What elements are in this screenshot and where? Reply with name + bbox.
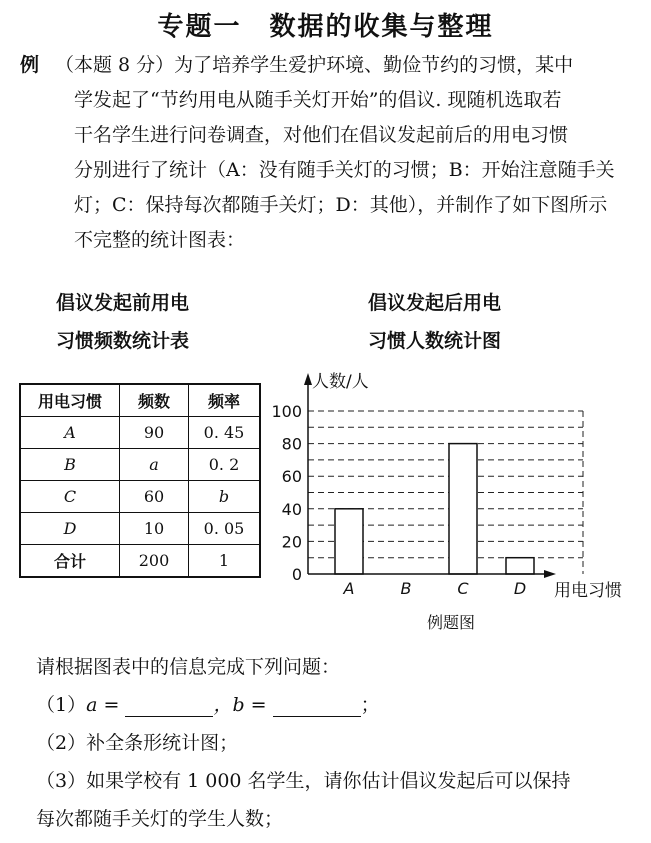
y-tick-label: 0 [291,565,302,584]
title-part1: 专题一 [157,12,242,42]
title-part2: 数据的收集与整理 [269,12,494,42]
x-axis-arrow [544,570,556,578]
table-row [20,417,260,449]
q1-end: ； [360,694,380,716]
cell-category: B [20,449,120,481]
q1-b-blank[interactable] [273,696,361,717]
x-tick-label: D [513,579,527,598]
header-habit: 用电习惯 [20,384,120,417]
header-rate: 频率 [189,384,261,417]
bar-d [506,558,534,574]
chart-title: 例题图 [426,613,476,632]
chart-caption-line1: 倡议发起后用电 [368,292,502,314]
cell-category: A [20,417,120,449]
q1-number: （1） [36,694,87,716]
problem-line-5: 灯；C：保持每次都随手关灯；D：其他），并制作了如下图所示 [74,194,608,216]
table-total-row [20,545,260,578]
x-tick-label: A [343,579,355,598]
y-axis-arrow [304,373,312,385]
table-caption-line1: 倡议发起前用电 [56,292,190,314]
y-axis-label: 人数/人 [312,372,369,392]
table-header-row [20,384,260,417]
frequency-table [19,383,261,578]
y-tick-label: 20 [281,532,302,552]
problem-statement [20,48,630,258]
questions [36,648,636,838]
problem-line-6: 不完整的统计图表： [74,229,246,251]
table-caption [56,284,189,360]
cell-count: 10 [120,513,189,545]
bar-chart [268,365,638,640]
problem-line-2: 学发起了“节约用电从随手关灯开始”的倡议. 现随机选取若 [74,89,562,111]
problem-line-3: 干名学生进行问卷调查，对他们在倡议发起前后的用电习惯 [74,124,569,146]
x-tick-label: C [457,579,469,598]
total-rate: 1 [189,545,261,578]
total-count: 200 [120,545,189,578]
chart-caption [368,284,501,360]
table-row [20,481,260,513]
question-3-line1: （3）如果学校有 1 000 名学生，请你估计倡议发起后可以保持 [36,770,571,792]
q1-a-blank[interactable] [125,696,213,717]
questions-intro: 请根据图表中的信息完成下列问题： [36,656,341,678]
cell-rate: 0. 05 [189,513,261,545]
total-label: 合计 [20,545,120,578]
cell-rate: 0. 45 [189,417,261,449]
x-axis-label: 用电习惯 [554,581,622,601]
q1-b-label: ，b = [213,694,267,716]
question-2: （2）补全条形统计图； [36,732,239,754]
y-tick-label: 60 [281,467,302,487]
question-1 [36,686,636,724]
cell-count: a [120,449,189,481]
page-title [0,6,651,43]
x-tick-label: B [400,579,412,598]
chart-caption-line2: 习惯人数统计图 [368,330,502,352]
cell-category: C [20,481,120,513]
header-frequency: 频数 [120,384,189,417]
cell-category: D [20,513,120,545]
example-label: 例 [20,54,40,76]
cell-rate: 0. 2 [189,449,261,481]
bar-a [335,509,363,574]
question-3-line2: 每次都随手关灯的学生人数； [36,808,284,830]
y-tick-label: 40 [281,499,302,519]
y-tick-label: 80 [281,434,302,454]
table-row [20,513,260,545]
table-row [20,449,260,481]
table-caption-line2: 习惯频数统计表 [56,330,190,352]
q1-a-label: a = [86,694,120,716]
cell-count: 60 [120,481,189,513]
problem-line-1: （本题 8 分）为了培养学生爱护环境、勤俭节约的习惯，某中 [55,54,574,76]
bar-c [449,444,477,574]
cell-count: 90 [120,417,189,449]
y-tick-label: 100 [271,402,302,421]
cell-rate: b [189,481,261,513]
problem-line-4: 分别进行了统计（A：没有随手关灯的习惯；B：开始注意随手关 [74,159,615,181]
